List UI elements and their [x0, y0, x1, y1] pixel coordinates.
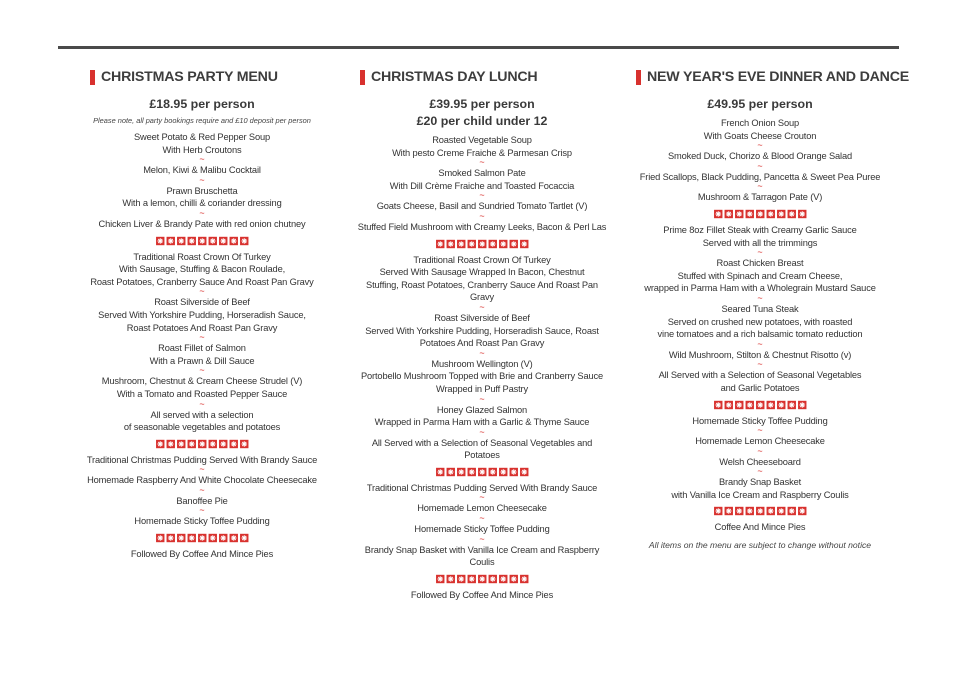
menu-dish: Fried Scallops, Black Pudding, Pancetta & Sweet Pea Puree [639, 171, 881, 182]
menu-dish: Mushroom Wellington (V) Portobello Mushroom Topped with Brie and Cranberry Sauce Wrapped in Puff Pastry [360, 358, 604, 394]
menu-dish: Brandy Snap Basket with Vanilla Ice Cream and Raspberry Coulis [671, 477, 849, 500]
menu-dish: Prime 8oz Fillet Steak with Creamy Garlic Sauce Served with all the trimmings [663, 224, 857, 248]
tilde-separator: ~ [757, 247, 763, 258]
tilde-separator: ~ [479, 393, 485, 404]
tilde-separator: ~ [199, 505, 205, 516]
menu-heading [636, 66, 910, 88]
tilde-separator: ~ [199, 154, 205, 165]
tilde-separator: ~ [479, 492, 485, 503]
menu-dish: Stuffed Field Mushroom with Creamy Leeks, Bacon & Perl Las [357, 221, 607, 232]
snowflake-divider [632, 501, 888, 521]
tilde-separator: ~ [757, 160, 763, 171]
tilde-separator: ~ [479, 301, 485, 312]
menu-dish: Roast Fillet of Salmon With a Prawn & Dill Sauce [149, 343, 255, 366]
tilde-separator: ~ [479, 426, 485, 437]
snowflake-divider-icon [435, 467, 530, 477]
menu-dish: Welsh Cheeseboard [719, 456, 801, 467]
tilde-separator: ~ [199, 207, 205, 218]
heading-accent-bar [90, 70, 95, 85]
menu-dish: Wild Mushroom, Stilton & Chestnut Risotto (v) [668, 349, 852, 360]
menu-dish: Banoffee Pie [176, 495, 228, 506]
menu-dish: Mushroom & Tarragon Pate (V) [697, 192, 823, 203]
tilde-separator: ~ [757, 292, 763, 303]
menu-dish: Roast Chicken Breast Stuffed with Spinach and Cream Cheese, wrapped in Parma Ham with a Wholegrain Mustard Sauce [644, 258, 876, 294]
top-rule [58, 46, 899, 49]
menu-dish: Traditional Christmas Pudding Served With Brandy Sauce [366, 482, 598, 493]
menu-items [632, 117, 888, 534]
snowflake-divider-icon [435, 239, 530, 249]
tilde-separator: ~ [757, 425, 763, 436]
price-line: £39.95 per person [429, 97, 535, 111]
menu-dish: Seared Tuna Steak Served on crushed new potatoes, with roasted vine tomatoes and a rich balsamic tomato reduction [657, 303, 863, 340]
menu-dish: Homemade Sticky Toffee Pudding [414, 524, 550, 535]
snowflake-divider-icon [713, 506, 808, 516]
snowflake-divider-icon [713, 400, 808, 410]
menu-heading [90, 66, 318, 88]
menu-dish: Brandy Snap Basket with Vanilla Ice Cream and Raspberry Coulis [364, 544, 600, 568]
menu-disclaimer: All items on the menu are subject to change without notice [648, 540, 872, 551]
snowflake-divider [356, 462, 608, 482]
menu-dish: Smoked Duck, Chorizo & Blood Orange Salad [667, 151, 853, 162]
menu-dish: Homemade Raspberry And White Chocolate Cheesecake [87, 475, 317, 486]
snowflake-divider-icon [155, 236, 250, 246]
snowflake-divider [86, 231, 318, 251]
menu-dish: Melon, Kiwi & Malibu Cocktail [143, 165, 261, 176]
snowflake-divider [632, 395, 888, 415]
menu-dish: Traditional Christmas Pudding Served With Brandy Sauce [86, 454, 318, 465]
menu-dish: Honey Glazed Salmon Wrapped in Parma Ham with a Garlic & Thyme Sauce [374, 404, 590, 428]
tilde-separator: ~ [479, 347, 485, 358]
menu-dish: Followed By Coffee And Mince Pies [410, 589, 554, 600]
menu-dish: Homemade Lemon Cheesecake [695, 436, 825, 447]
menu-dish: All Served with a Selection of Seasonal Vegetables and Garlic Potatoes [658, 370, 862, 393]
menu-items [356, 134, 608, 601]
snowflake-divider [356, 569, 608, 589]
menu-items [86, 131, 318, 561]
heading-accent-bar [360, 70, 365, 85]
menu-dish: Mushroom, Chestnut & Cream Cheese Strudel (V) With a Tomato and Roasted Pepper Sauce [101, 376, 303, 399]
tilde-separator: ~ [757, 338, 763, 349]
snowflake-divider-icon [713, 209, 808, 219]
tilde-separator: ~ [757, 466, 763, 477]
snowflake-divider [632, 204, 888, 224]
tilde-separator: ~ [199, 398, 205, 409]
menu-dish: Coffee And Mince Pies [714, 522, 806, 533]
deposit-note: Please note, all party bookings require and £10 deposit per person [93, 116, 311, 125]
tilde-separator: ~ [479, 513, 485, 524]
tilde-separator: ~ [199, 174, 205, 185]
price-line: £49.95 per person [707, 97, 813, 111]
menu-dish: All Served with a Selection of Seasonal Vegetables and Potatoes [371, 437, 593, 461]
menu-dish: Traditional Roast Crown Of Turkey Served With Sausage Wrapped In Bacon, Chestnut Stuffing, Roast Potatoes, Cranberry Sauce And Roast Pan Gravy [366, 254, 598, 303]
tilde-separator: ~ [479, 210, 485, 221]
price-line: £18.95 per person [149, 97, 255, 111]
tilde-separator: ~ [199, 365, 205, 376]
christmas-day-lunch-column [356, 66, 608, 601]
menu-dish: Chicken Liver & Brandy Pate with red onion chutney [98, 218, 306, 229]
menu-dish: Roast Silverside of Beef Served With Yorkshire Pudding, Horseradish Sauce, Roast Potatoes And Roast Pan Gravy [98, 297, 306, 333]
menu-dish: Sweet Potato & Red Pepper Soup With Herb Croutons [133, 132, 271, 155]
tilde-separator: ~ [479, 190, 485, 201]
tilde-separator: ~ [757, 181, 763, 192]
snowflake-divider [86, 528, 318, 548]
new-years-eve-column [632, 66, 910, 551]
menu-dish: Goats Cheese, Basil and Sundried Tomato Tartlet (V) [376, 201, 588, 212]
tilde-separator: ~ [479, 157, 485, 168]
tilde-separator: ~ [199, 464, 205, 475]
menu-dish: Homemade Lemon Cheesecake [417, 503, 547, 514]
tilde-separator: ~ [199, 484, 205, 495]
child-price-line: £20 per child under 12 [416, 114, 548, 128]
snowflake-divider-icon [155, 533, 250, 543]
tilde-separator: ~ [757, 445, 763, 456]
tilde-separator: ~ [199, 332, 205, 343]
menu-dish: Prawn Bruschetta With a lemon, chilli & coriander dressing [122, 185, 282, 209]
tilde-separator: ~ [757, 359, 763, 370]
snowflake-divider-icon [155, 439, 250, 449]
snowflake-divider [356, 234, 608, 254]
tilde-separator: ~ [199, 286, 205, 297]
menu-dish: Homemade Sticky Toffee Pudding [134, 516, 270, 527]
menu-dish: Homemade Sticky Toffee Pudding [692, 415, 828, 426]
menu-dish: All served with a selection of seasonable vegetables and potatoes [123, 409, 281, 433]
menu-dish: Followed By Coffee And Mince Pies [130, 549, 274, 560]
tilde-separator: ~ [757, 140, 763, 151]
menu-title: NEW YEAR'S EVE DINNER AND DANCE [647, 69, 910, 85]
menu-dish: Roast Silverside of Beef Served With Yorkshire Pudding, Horseradish Sauce, Roast Potatoes And Roast Pan Gravy [365, 312, 599, 349]
tilde-separator: ~ [479, 533, 485, 544]
heading-accent-bar [636, 70, 641, 85]
menu-title: CHRISTMAS PARTY MENU [101, 69, 278, 85]
menu-heading [360, 66, 608, 88]
menu-title: CHRISTMAS DAY LUNCH [371, 69, 538, 85]
snowflake-divider [86, 434, 318, 454]
menu-dish: Roasted Vegetable Soup With pesto Creme Fraiche & Parmesan Crisp [392, 135, 572, 158]
menu-dish: Traditional Roast Crown Of Turkey With Sausage, Stuffing & Bacon Roulade, Roast Potatoes, Cranberry Sauce And Roast Pan Gravy [90, 251, 314, 287]
menu-dish: Smoked Salmon Pate With Dill Crème Fraiche and Toasted Focaccia [389, 168, 575, 191]
christmas-party-menu-column [86, 66, 318, 561]
menu-dish: French Onion Soup With Goats Cheese Crouton [703, 118, 817, 141]
snowflake-divider-icon [435, 574, 530, 584]
